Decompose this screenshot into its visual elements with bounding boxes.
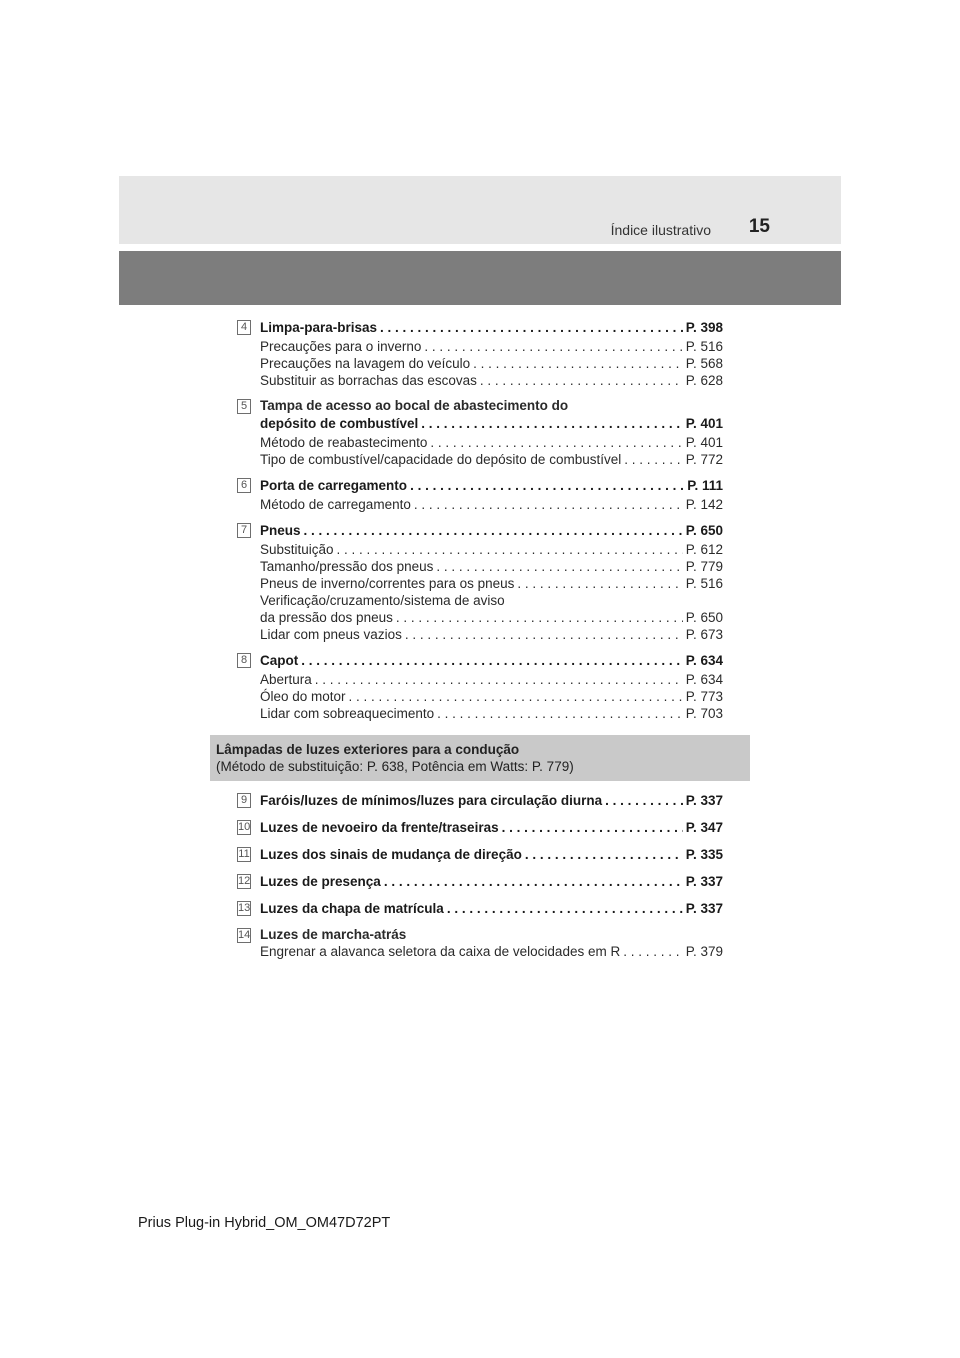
entry-page-ref[interactable]: P. 335 bbox=[685, 847, 723, 862]
dot-leader bbox=[437, 705, 683, 722]
sub-entry-label: Abertura bbox=[260, 672, 312, 687]
dot-leader bbox=[349, 688, 683, 705]
page-header bbox=[119, 176, 841, 244]
sub-entry-row[interactable] bbox=[260, 451, 723, 468]
sub-entry-row[interactable] bbox=[260, 705, 723, 722]
lamp-entry bbox=[237, 899, 723, 918]
sub-entry-page-ref[interactable]: P. 673 bbox=[685, 627, 723, 642]
item-number-marker: 14 bbox=[238, 929, 251, 941]
sub-entry-label: da pressão dos pneus bbox=[260, 610, 393, 625]
dot-leader bbox=[517, 575, 682, 592]
dot-leader bbox=[605, 791, 683, 810]
sub-entry-row[interactable] bbox=[260, 355, 723, 372]
sub-entry-page-ref[interactable]: P. 628 bbox=[685, 373, 723, 388]
sub-entry-label: Pneus de inverno/correntes para os pneus bbox=[260, 576, 515, 591]
entry-title-line1: Tampa de acesso ao bocal de abastecimento do bbox=[260, 398, 569, 413]
entry-title-row[interactable] bbox=[260, 818, 723, 837]
sub-entry-label: Substituição bbox=[260, 542, 334, 557]
lamp-entry bbox=[237, 791, 723, 810]
dot-leader bbox=[623, 943, 682, 960]
sub-entry-page-ref[interactable]: P. 703 bbox=[685, 706, 723, 721]
sub-entry-label: Método de reabastecimento bbox=[260, 435, 428, 450]
dot-leader bbox=[436, 558, 682, 575]
dot-leader bbox=[301, 651, 682, 670]
footer-manual-code: Prius Plug-in Hybrid_OM_OM47D72PT bbox=[138, 1215, 391, 1231]
entry-title-row[interactable] bbox=[260, 791, 723, 810]
entry-page-ref[interactable]: P. 337 bbox=[685, 793, 723, 808]
dot-leader bbox=[430, 434, 682, 451]
entry-title-row[interactable] bbox=[260, 845, 723, 864]
sub-entry-page-ref[interactable]: P. 379 bbox=[685, 944, 723, 959]
index-entry-fuel-door bbox=[237, 397, 723, 468]
dot-leader bbox=[405, 626, 683, 643]
index-entry-hood bbox=[237, 651, 723, 722]
sub-entry-row[interactable] bbox=[260, 541, 723, 558]
index-list bbox=[237, 318, 723, 730]
sub-entry-page-ref[interactable]: P. 516 bbox=[685, 576, 723, 591]
entry-title: Pneus bbox=[260, 523, 301, 538]
entry-title-row[interactable] bbox=[260, 318, 723, 337]
entry-title-row[interactable] bbox=[260, 414, 723, 433]
entry-page-ref[interactable]: P. 347 bbox=[685, 820, 723, 835]
sub-entry-label: Precauções na lavagem do veículo bbox=[260, 356, 471, 371]
entry-title: Limpa-para-brisas bbox=[260, 320, 378, 335]
entry-page-ref[interactable]: P. 398 bbox=[685, 320, 723, 335]
header-title: Índice ilustrativo bbox=[610, 222, 711, 238]
sub-entry-row[interactable] bbox=[260, 609, 723, 626]
entry-title: Luzes de marcha-atrás bbox=[260, 927, 407, 942]
entry-title: Luzes de nevoeiro da frente/traseiras bbox=[260, 820, 499, 835]
index-entry-wiper bbox=[237, 318, 723, 389]
sub-entry-label: Precauções para o inverno bbox=[260, 339, 422, 354]
entry-title: Porta de carregamento bbox=[260, 478, 408, 493]
sub-entry-line1: Verificação/cruzamento/sistema de aviso bbox=[260, 593, 505, 608]
entry-page-ref[interactable]: P. 337 bbox=[685, 901, 723, 916]
item-number-marker: 9 bbox=[237, 793, 251, 808]
item-number-marker: 10 bbox=[238, 821, 251, 833]
sub-entry-row[interactable] bbox=[260, 372, 723, 389]
sub-entry-label: Lidar com sobreaquecimento bbox=[260, 706, 435, 721]
entry-page-ref[interactable]: P. 650 bbox=[685, 523, 723, 538]
sub-entry-label: Lidar com pneus vazios bbox=[260, 627, 402, 642]
dot-leader bbox=[624, 451, 682, 468]
lamp-entry bbox=[237, 872, 723, 891]
index-entry-tires bbox=[237, 521, 723, 643]
dot-leader bbox=[337, 541, 683, 558]
entry-title: depósito de combustível bbox=[260, 416, 419, 431]
sub-entry-row[interactable] bbox=[260, 943, 723, 960]
sub-entry-page-ref[interactable]: P. 779 bbox=[685, 559, 723, 574]
sub-entry-row[interactable] bbox=[260, 575, 723, 592]
sub-entry-page-ref[interactable]: P. 772 bbox=[685, 452, 723, 467]
lamp-entry bbox=[237, 926, 723, 960]
dot-leader bbox=[304, 521, 683, 540]
lamp-list bbox=[237, 791, 723, 968]
entry-title-row[interactable] bbox=[260, 872, 723, 891]
sub-entry-label: Tamanho/pressão dos pneus bbox=[260, 559, 434, 574]
sub-entry-page-ref[interactable]: P. 142 bbox=[685, 497, 723, 512]
item-number-marker: 7 bbox=[237, 523, 251, 538]
entry-title: Luzes de presença bbox=[260, 874, 381, 889]
sub-entry-page-ref[interactable]: P. 401 bbox=[685, 435, 723, 450]
dot-leader bbox=[421, 414, 682, 433]
header-band bbox=[119, 251, 841, 305]
sub-entry-page-ref[interactable]: P. 634 bbox=[685, 672, 723, 687]
entry-page-ref[interactable]: P. 337 bbox=[685, 874, 723, 889]
section-header-exterior-lamps bbox=[210, 735, 750, 781]
dot-leader bbox=[380, 318, 683, 337]
sub-entry-label: Método de carregamento bbox=[260, 497, 411, 512]
section-title: Lâmpadas de luzes exteriores para a condução bbox=[216, 742, 520, 757]
dot-leader bbox=[414, 496, 683, 513]
sub-entry-page-ref[interactable]: P. 650 bbox=[685, 610, 723, 625]
entry-page-ref[interactable]: P. 111 bbox=[687, 478, 723, 493]
sub-entry-row[interactable] bbox=[260, 496, 723, 513]
sub-entry-label: Óleo do motor bbox=[260, 689, 346, 704]
sub-entry-label: Substituir as borrachas das escovas bbox=[260, 373, 477, 388]
entry-title: Capot bbox=[260, 653, 299, 668]
entry-title: Faróis/luzes de mínimos/luzes para circulação diurna bbox=[260, 793, 603, 808]
page-number: 15 bbox=[748, 216, 770, 237]
item-number-marker: 12 bbox=[238, 875, 251, 887]
sub-entry-row[interactable] bbox=[260, 338, 723, 355]
sub-entry-page-ref[interactable]: P. 568 bbox=[685, 356, 723, 371]
sub-entry-label: Tipo de combustível/capacidade do depósito de combustível bbox=[260, 452, 622, 467]
dot-leader bbox=[384, 872, 683, 891]
item-number-marker: 5 bbox=[237, 399, 251, 414]
dot-leader bbox=[447, 899, 683, 918]
dot-leader bbox=[502, 818, 683, 837]
sub-entry-row[interactable] bbox=[260, 671, 723, 688]
sub-entry-row[interactable] bbox=[260, 688, 723, 705]
dot-leader bbox=[480, 372, 683, 389]
sub-entry-label: Engrenar a alavanca seletora da caixa de velocidades em R bbox=[260, 944, 621, 959]
dot-leader bbox=[315, 671, 683, 688]
dot-leader bbox=[396, 609, 683, 626]
entry-title-row[interactable] bbox=[260, 651, 723, 670]
lamp-entry bbox=[237, 845, 723, 864]
dot-leader bbox=[424, 338, 682, 355]
lamp-entry bbox=[237, 818, 723, 837]
entry-title-row[interactable] bbox=[260, 899, 723, 918]
index-entry-charging-port bbox=[237, 476, 723, 513]
item-number-marker: 8 bbox=[237, 653, 251, 668]
sub-entry-row[interactable] bbox=[260, 626, 723, 643]
entry-page-ref[interactable]: P. 634 bbox=[685, 653, 723, 668]
item-number-marker: 4 bbox=[237, 320, 251, 335]
entry-page-ref[interactable]: P. 401 bbox=[685, 416, 723, 431]
sub-entry-page-ref[interactable]: P. 612 bbox=[685, 542, 723, 557]
section-note: (Método de substituição: P. 638, Potência em Watts: P. 779) bbox=[216, 759, 574, 774]
entry-title: Luzes dos sinais de mudança de direção bbox=[260, 847, 522, 862]
sub-entry-page-ref[interactable]: P. 773 bbox=[685, 689, 723, 704]
sub-entry-row[interactable] bbox=[260, 558, 723, 575]
entry-title-row[interactable] bbox=[260, 521, 723, 540]
sub-entry-row[interactable] bbox=[260, 434, 723, 451]
dot-leader bbox=[525, 845, 683, 864]
entry-title: Luzes da chapa de matrícula bbox=[260, 901, 444, 916]
item-number-marker: 6 bbox=[237, 478, 251, 493]
sub-entry-page-ref[interactable]: P. 516 bbox=[685, 339, 723, 354]
dot-leader bbox=[410, 476, 684, 495]
item-number-marker: 13 bbox=[238, 902, 251, 914]
item-number-marker: 11 bbox=[238, 848, 250, 860]
dot-leader bbox=[473, 355, 683, 372]
entry-title-row[interactable] bbox=[260, 476, 723, 495]
